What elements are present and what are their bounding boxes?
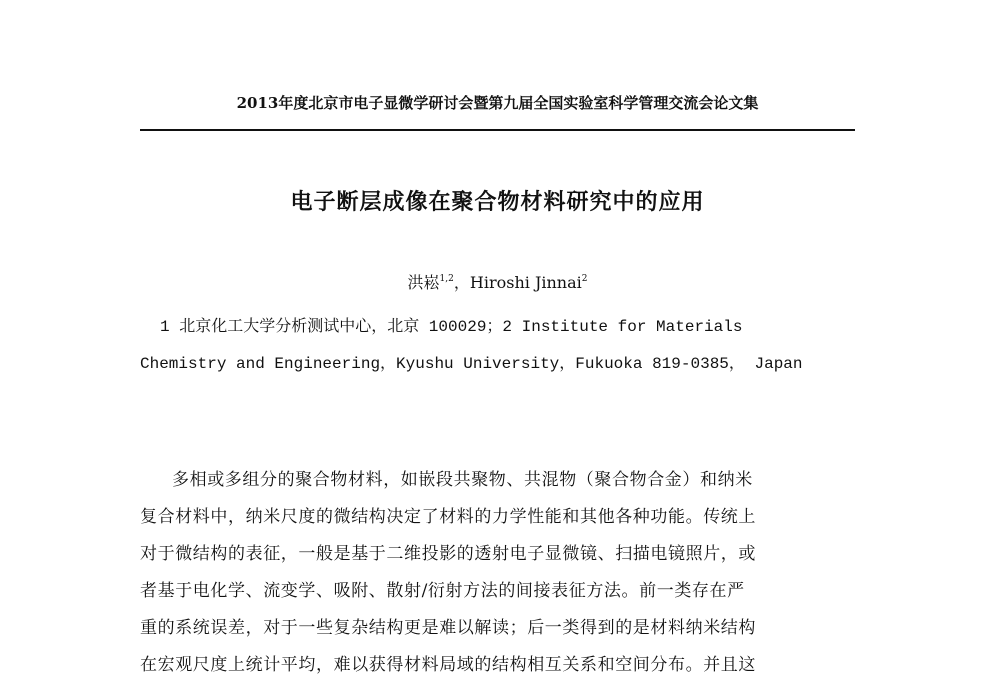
author-name: Hiroshi Jinnai — [469, 273, 582, 292]
body-text-line: 者基于电化学、流变学、吸附、散射/衍射方法的间接表征方法。前一类存在严 — [140, 581, 745, 601]
header-rule — [140, 129, 855, 131]
body-text-line: 对于微结构的表征，一般是基于二维投影的透射电子显微镜、扫描电镜照片，或 — [140, 544, 756, 564]
author-separator: ， — [453, 273, 470, 292]
author-name: 洪崧 — [407, 273, 440, 292]
running-header: 2013年度北京市电子显微学研讨会暨第九届全国实验室科学管理交流会论文集 — [236, 94, 759, 112]
author-line — [140, 270, 855, 293]
body-text-line: 重的系统误差，对于一些复杂结构更是难以解读；后一类得到的是材料纳米结构 — [140, 618, 756, 638]
body-text-line: 在宏观尺度上统计平均，难以获得材料局域的结构相互关系和空间分布。并且这 — [140, 655, 756, 675]
author-affiliation-mark: 1,2 — [439, 274, 454, 284]
paper-title: 电子断层成像在聚合物材料研究中的应用 — [290, 190, 705, 215]
affiliation-line: Chemistry and Engineering，Kyushu University，Fukuoka 819-0385， Japan — [140, 355, 803, 373]
body-text-line: 多相或多组分的聚合物材料，如嵌段共聚物、共混物（聚合物合金）和纳米 — [172, 470, 753, 490]
author-affiliation-mark: 2 — [581, 274, 588, 284]
affiliation-line: 1 北京化工大学分析测试中心，北京 100029；2 Institute for Materials — [160, 318, 743, 336]
body-text-line: 复合材料中，纳米尺度的微结构决定了材料的力学性能和其他各种功能。传统上 — [140, 507, 756, 527]
